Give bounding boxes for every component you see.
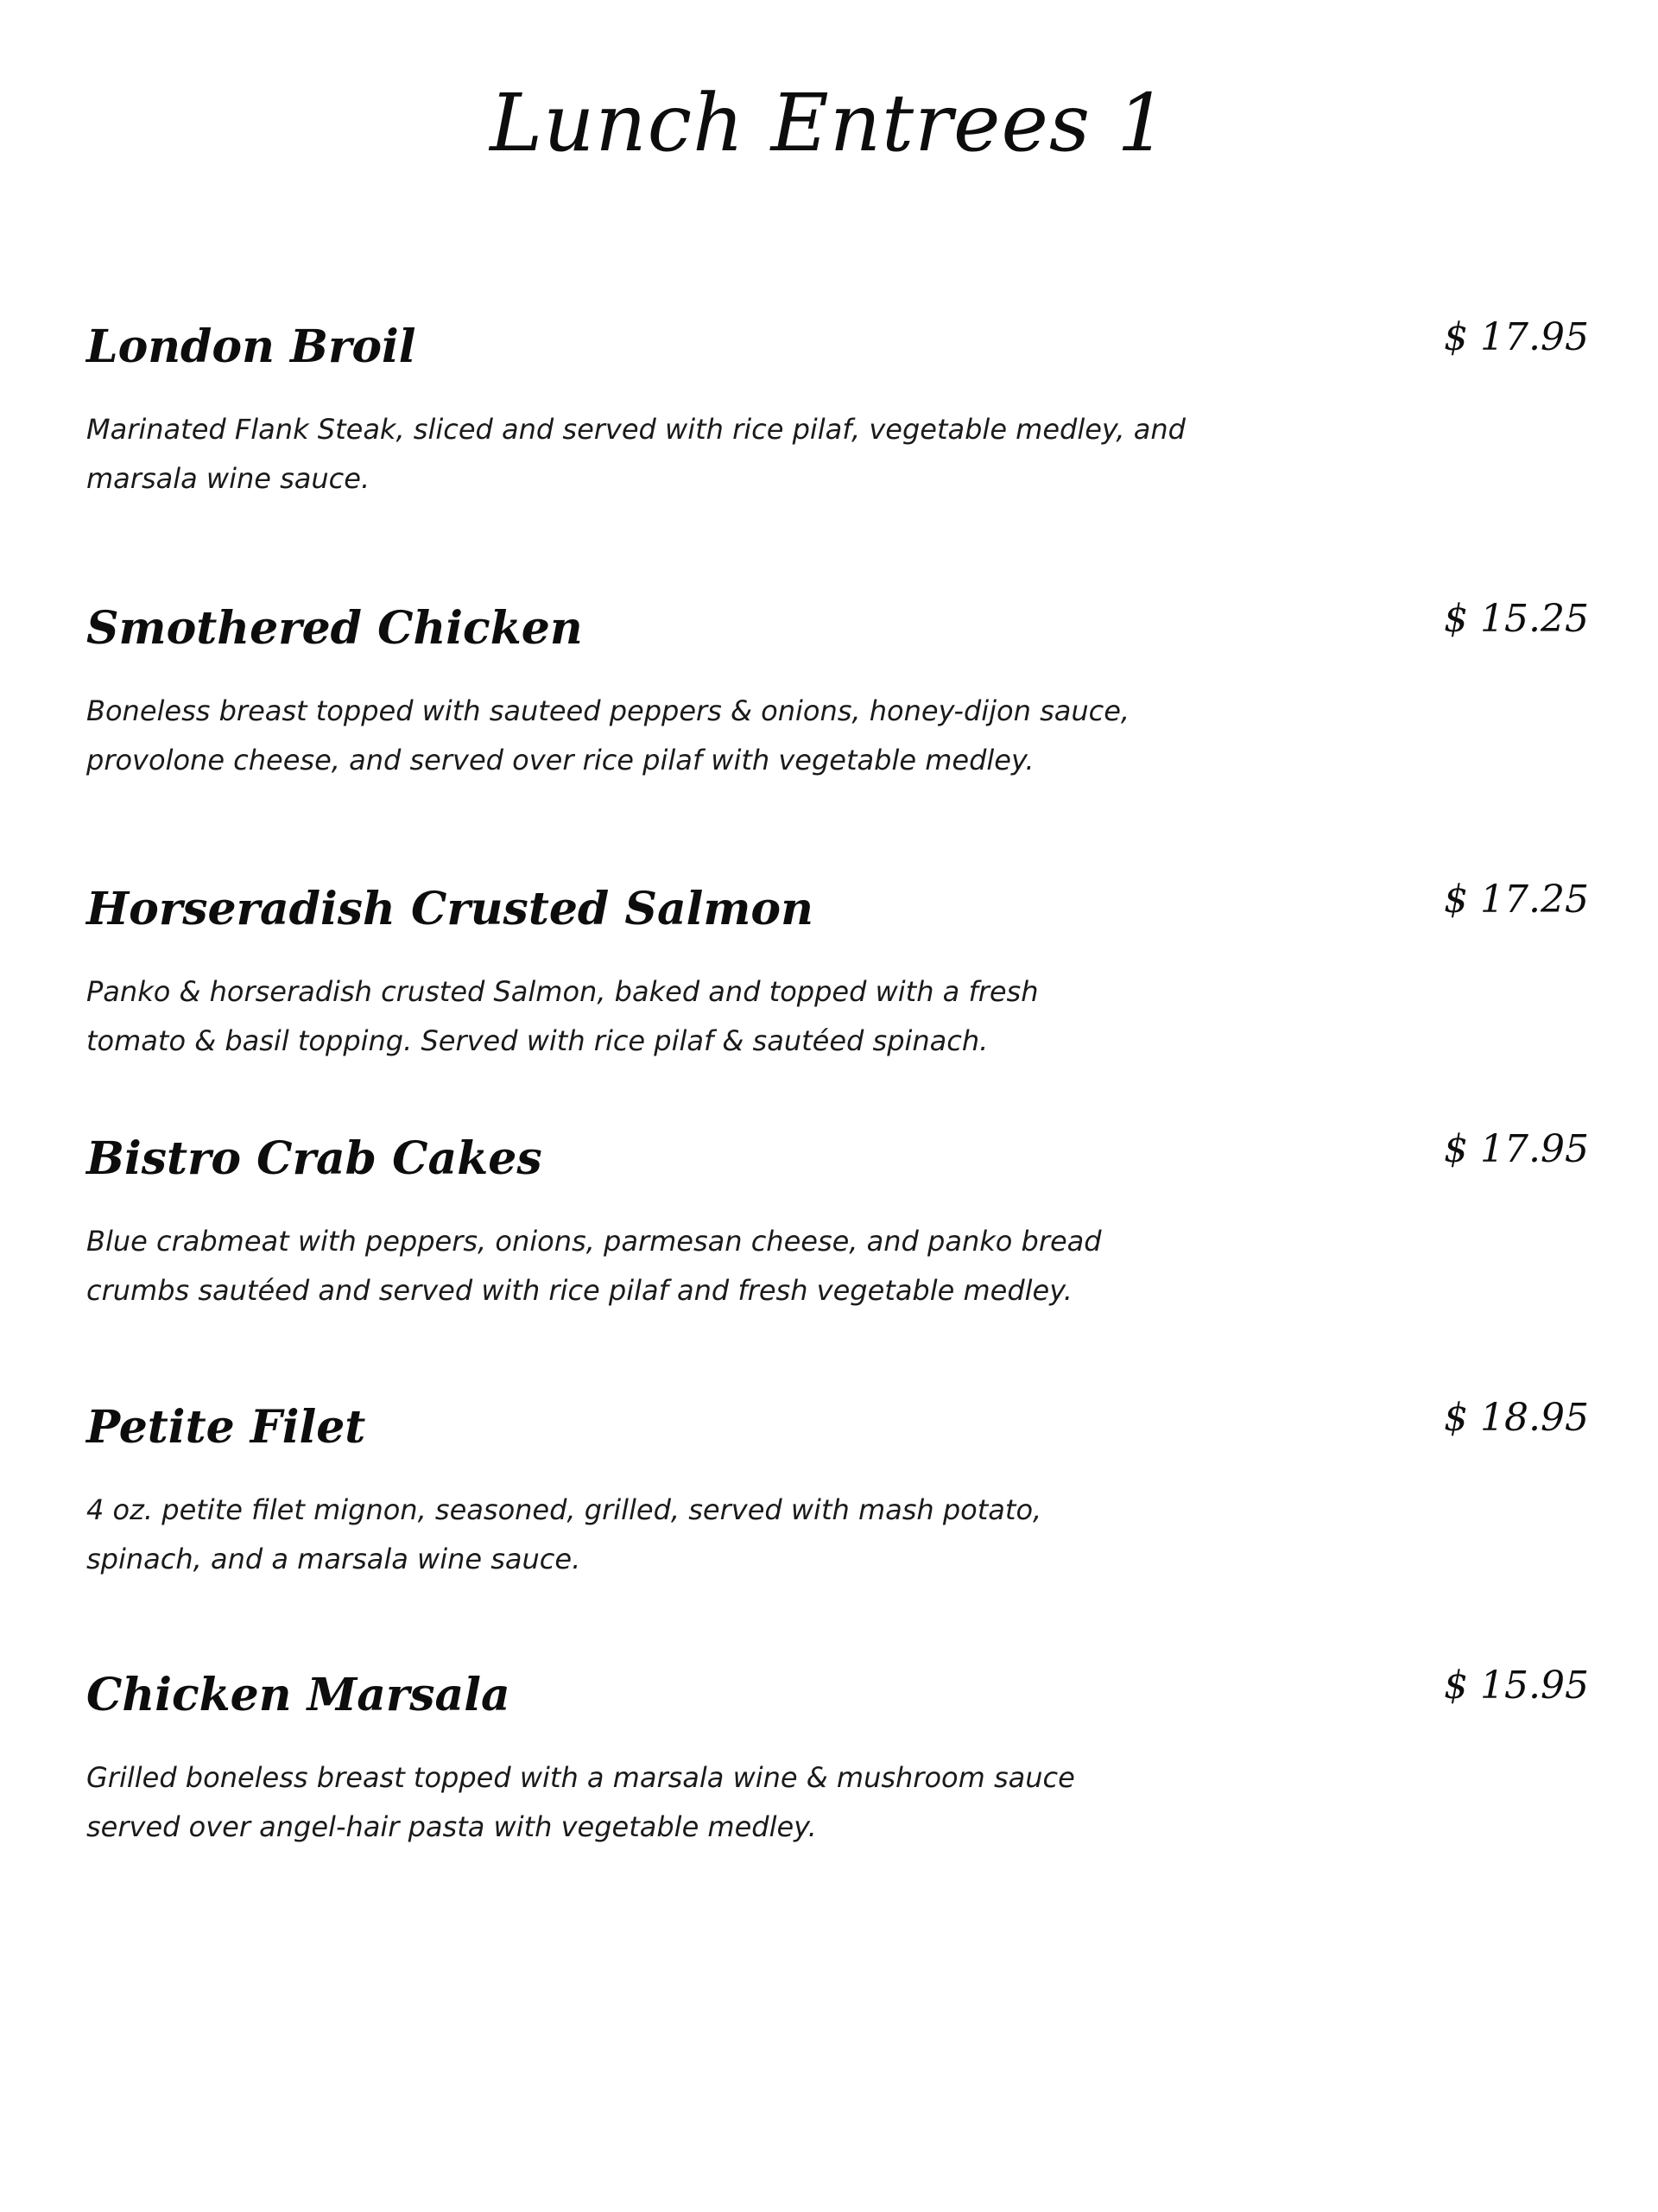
item-description xyxy=(86,405,1295,504)
item-description-line: Boneless breast topped with sauteed peppers & onions, honey-dijon sauce, xyxy=(86,694,1130,727)
item-name: Petite Filet xyxy=(86,1401,366,1454)
item-price: $ 17.95 xyxy=(1444,315,1589,359)
item-price: $ 15.95 xyxy=(1444,1664,1589,1708)
item-description xyxy=(86,1486,1295,1584)
item-description xyxy=(86,1753,1295,1852)
item-name: Bistro Crab Cakes xyxy=(86,1132,542,1185)
item-price: $ 18.95 xyxy=(1444,1396,1589,1440)
item-name: London Broil xyxy=(86,320,416,373)
item-price: $ 17.25 xyxy=(1444,878,1589,922)
item-description-line: tomato & basil topping. Served with rice pilaf & sautéed spinach. xyxy=(86,1024,989,1057)
item-name: Chicken Marsala xyxy=(86,1669,510,1721)
item-description-line: crumbs sautéed and served with rice pilaf and fresh vegetable medley. xyxy=(86,1274,1073,1307)
item-description-line: marsala wine sauce. xyxy=(86,462,370,495)
item-description-line: 4 oz. petite filet mignon, seasoned, grilled, served with mash potato, xyxy=(86,1493,1042,1526)
item-name: Smothered Chicken xyxy=(86,602,583,655)
item-description-line: served over angel-hair pasta with vegetable medley. xyxy=(86,1810,817,1843)
item-description-line: Blue crabmeat with peppers, onions, parmesan cheese, and panko bread xyxy=(86,1225,1102,1258)
item-description-line: Marinated Flank Steak, sliced and served with rice pilaf, vegetable medley, and xyxy=(86,413,1186,446)
item-description xyxy=(86,687,1295,785)
item-description-line: provolone cheese, and served over rice pilaf with vegetable medley. xyxy=(86,744,1035,776)
item-price: $ 17.95 xyxy=(1444,1127,1589,1171)
menu-title: Lunch Entrees 1 xyxy=(490,77,1168,169)
item-description xyxy=(86,1217,1295,1315)
item-description-line: Grilled boneless breast topped with a marsala wine & mushroom sauce xyxy=(86,1761,1075,1794)
item-description xyxy=(86,967,1295,1066)
item-description-line: spinach, and a marsala wine sauce. xyxy=(86,1543,581,1575)
item-price: $ 15.25 xyxy=(1444,597,1589,641)
item-name: Horseradish Crusted Salmon xyxy=(86,883,813,935)
item-description-line: Panko & horseradish crusted Salmon, baked and topped with a fresh xyxy=(86,975,1039,1008)
